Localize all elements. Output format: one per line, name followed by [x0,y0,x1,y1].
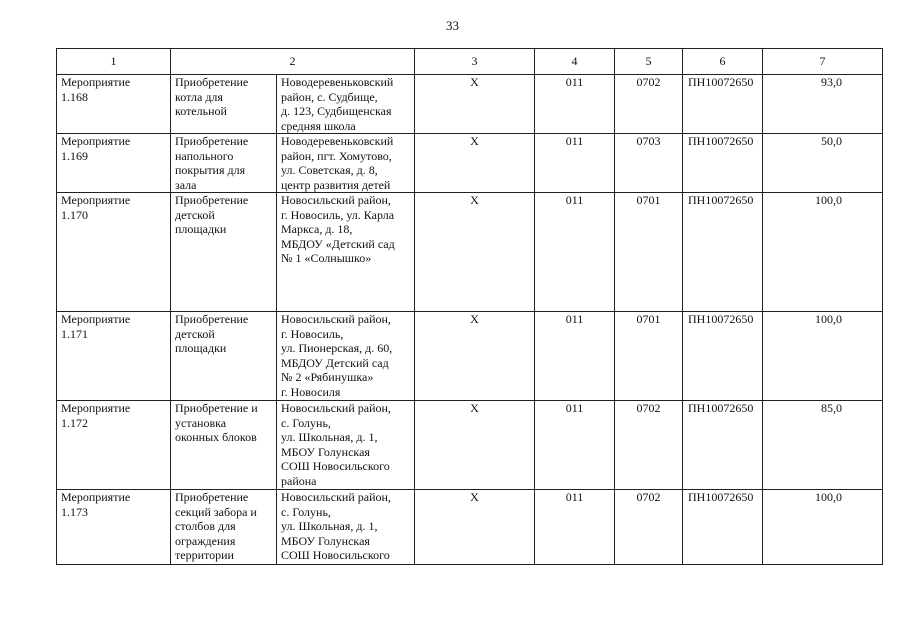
col4-cell: 011 [535,193,615,312]
address-cell [277,312,415,401]
address-cell-line: СОШ Новосильского [281,459,390,473]
col3-cell: Х [415,75,535,134]
col6-cell: ПН10072650 [683,75,763,134]
header-cell: 2 [171,49,415,75]
item-name-cell-line: площадки [175,222,227,236]
address-cell-line: Маркса, д. 18, [281,222,353,236]
address-cell-line: г. Новосиля [281,384,341,399]
header-cell: 1 [57,49,171,75]
address-cell-line: СОШ Новосильского [281,548,390,562]
col5-cell: 0701 [615,193,683,312]
address-cell-line: МБДОУ Детский сад [281,355,389,370]
item-name-cell-line: территории [175,548,234,562]
item-name-cell-line: котла для [175,89,223,104]
address-cell-line: Новодеревеньковский [281,75,394,89]
header-cell: 3 [415,49,535,75]
amount-cell: 93,0 [763,75,883,134]
item-name-cell-line: секций забора и [175,504,257,519]
item-name-cell-line: Приобретение [175,193,249,207]
address-cell-line: ул. Школьная, д. 1, [281,519,378,533]
address-cell-line: центр развития детей [281,177,391,192]
address-cell-line: № 1 «Солнышко» [281,251,372,265]
address-cell-line: района [281,473,317,488]
col6-cell: ПН10072650 [683,490,763,565]
table-row [57,75,883,134]
col5-cell: 0702 [615,490,683,565]
event-cell-line: 1.172 [61,415,88,430]
item-name-cell-line: покрытия для [175,163,246,177]
budget-table [56,48,883,565]
table-header-row [57,49,883,75]
item-name-cell-line: Приобретение [175,312,249,326]
address-cell-line: район, с. Судбище, [281,89,378,104]
item-name-cell [171,75,277,134]
col6-cell: ПН10072650 [683,134,763,193]
header-cell: 4 [535,49,615,75]
event-cell [57,490,171,565]
item-name-cell [171,193,277,312]
col3-cell: Х [415,312,535,401]
page-number: 33 [446,18,459,33]
event-cell-line: 1.168 [61,89,88,104]
address-cell-line: средняя школа [281,118,356,133]
address-cell-line: г. Новосиль, ул. Карла [281,207,395,222]
item-name-cell-line: оконных блоков [175,430,257,444]
table-row [57,312,883,401]
address-cell-line: Новосильский район, [281,312,391,326]
address-cell-line: с. Голунь, [281,415,331,430]
amount-cell: 50,0 [763,134,883,193]
table-row [57,193,883,312]
item-name-cell-line: Приобретение [175,490,249,504]
event-cell [57,401,171,490]
header-cell: 5 [615,49,683,75]
col3-cell: Х [415,401,535,490]
event-cell [57,193,171,312]
address-cell-line: с. Голунь, [281,504,331,519]
event-cell-line: Мероприятие [61,312,131,326]
event-cell-line: Мероприятие [61,193,131,207]
col3-cell: Х [415,134,535,193]
address-cell-line: ул. Пионерская, д. 60, [281,341,393,355]
address-cell-line: Новосильский район, [281,401,391,415]
header-cell: 7 [763,49,883,75]
address-cell-line: МБДОУ «Детский сад [281,236,395,251]
col6-cell: ПН10072650 [683,193,763,312]
event-cell [57,312,171,401]
col4-cell: 011 [535,312,615,401]
item-name-cell-line: площадки [175,341,227,355]
address-cell-line: Новосильский район, [281,490,391,504]
col4-cell: 011 [535,75,615,134]
event-cell-line: Мероприятие [61,134,131,148]
item-name-cell-line: ограждения [175,533,236,548]
col5-cell: 0702 [615,75,683,134]
col6-cell: ПН10072650 [683,312,763,401]
col4-cell: 011 [535,490,615,565]
amount-cell: 100,0 [763,312,883,401]
table-row [57,134,883,193]
col6-cell: ПН10072650 [683,401,763,490]
event-cell-line: Мероприятие [61,490,131,504]
address-cell-line: МБОУ Голунская [281,444,370,459]
address-cell [277,193,415,312]
address-cell-line: № 2 «Рябинушка» [281,370,374,384]
item-name-cell-line: детской [175,326,215,341]
event-cell [57,75,171,134]
item-name-cell-line: столбов для [175,519,236,533]
item-name-cell-line: Приобретение и [175,401,258,415]
item-name-cell-line: Приобретение [175,134,249,148]
item-name-cell-line: установка [175,415,227,430]
col3-cell: Х [415,193,535,312]
event-cell-line: 1.169 [61,148,88,163]
address-cell-line: МБОУ Голунская [281,533,370,548]
col3-cell: Х [415,490,535,565]
col5-cell: 0701 [615,312,683,401]
item-name-cell [171,490,277,565]
address-cell-line: Новосильский район, [281,193,391,207]
item-name-cell [171,134,277,193]
address-cell-line: ул. Советская, д. 8, [281,163,378,177]
col4-cell: 011 [535,134,615,193]
item-name-cell-line: Приобретение [175,75,249,89]
address-cell [277,75,415,134]
col5-cell: 0702 [615,401,683,490]
item-name-cell-line: напольного [175,148,234,163]
item-name-cell [171,401,277,490]
address-cell-line: ул. Школьная, д. 1, [281,430,378,444]
item-name-cell-line: детской [175,207,215,222]
event-cell-line: 1.171 [61,326,88,341]
address-cell-line: район, пгт. Хомутово, [281,148,392,163]
col4-cell: 011 [535,401,615,490]
address-cell-line: г. Новосиль, [281,326,344,341]
event-cell-line: 1.173 [61,504,88,519]
event-cell-line: 1.170 [61,207,88,222]
item-name-cell [171,312,277,401]
col5-cell: 0703 [615,134,683,193]
address-cell [277,490,415,565]
event-cell-line: Мероприятие [61,75,131,89]
item-name-cell-line: зала [175,177,197,192]
address-cell-line: Новодеревеньковский [281,134,394,148]
address-cell [277,401,415,490]
address-cell-line: д. 123, Судбищенская [281,104,392,118]
table-row [57,401,883,490]
amount-cell: 100,0 [763,193,883,312]
item-name-cell-line: котельной [175,104,227,118]
event-cell [57,134,171,193]
event-cell-line: Мероприятие [61,401,131,415]
table-row [57,490,883,565]
amount-cell: 85,0 [763,401,883,490]
header-cell: 6 [683,49,763,75]
amount-cell: 100,0 [763,490,883,565]
address-cell [277,134,415,193]
